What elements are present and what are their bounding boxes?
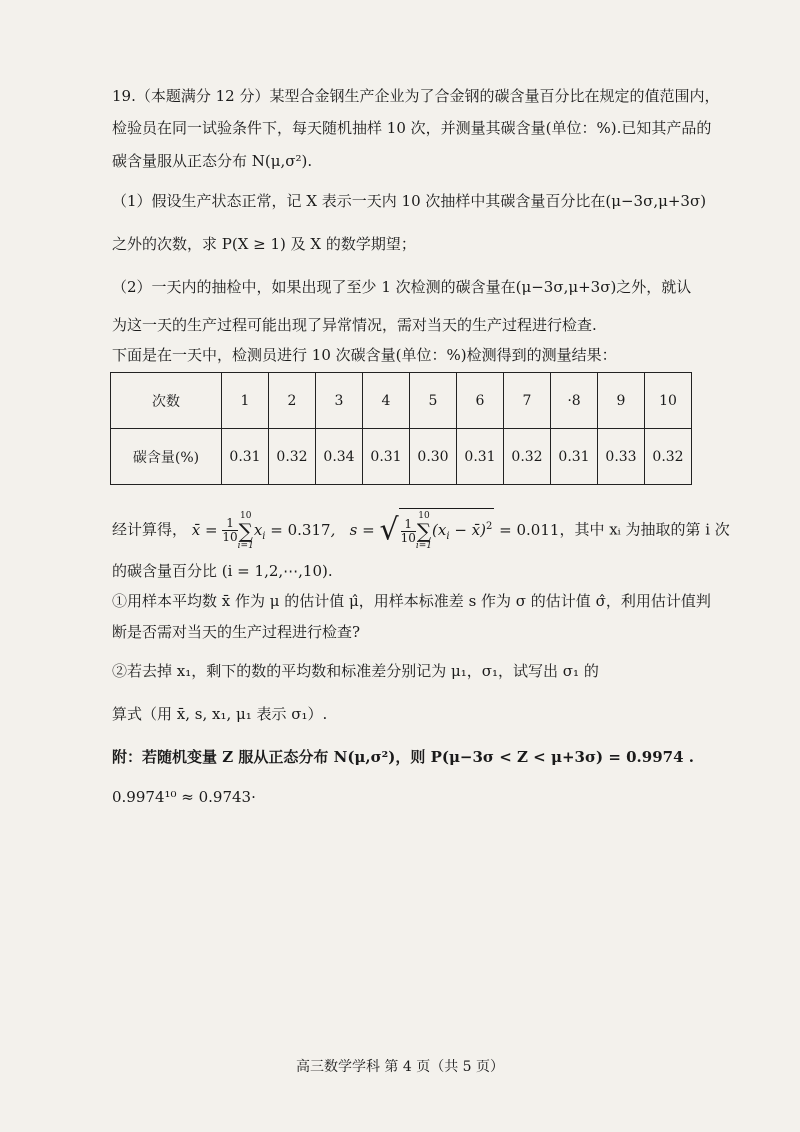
part2-line-2: 为这一天的生产过程可能出现了异常情况，需对当天的生产过程进行检查.: [112, 316, 597, 334]
part1-line-2: 之外的次数，求 P(X ≥ 1) 及 X 的数学期望；: [112, 235, 416, 253]
sd-formula: s = √ $\frac{1}{10}$ 10 ∑ i=1 ($x_i$ − x̄)$^2$ = 0.011: [350, 521, 560, 539]
problem-header: 19.（本题满分 12 分）某型合金钢生产企业为了合金钢的碳含量百分比在规定的值范围内，: [112, 87, 720, 105]
table-row-index: [111, 373, 692, 429]
sub1-line-2: 断是否需对当天的生产过程进行检查?: [112, 623, 361, 641]
table-cell: 0.31: [457, 429, 504, 485]
table-cell: 0.33: [598, 429, 645, 485]
part1-line-1: （1）假设生产状态正常，记 X 表示一天内 10 次抽样中其碳含量百分比在(μ−3σ,μ+3σ): [112, 192, 707, 210]
table-cell: 4: [363, 373, 410, 429]
sub2-line-1: ②若去掉 x₁，剩下的数的平均数和标准差分别记为 μ₁，σ₁，试写出 σ₁ 的: [112, 662, 599, 680]
part2-line-3: 下面是在一天中，检测员进行 10 次碳含量(单位：%)检测得到的测量结果：: [112, 346, 617, 364]
stats-line-2: 的碳含量百分比 (i = 1,2,⋯,10).: [112, 562, 333, 580]
table-cell: 7: [504, 373, 551, 429]
sd-value: 0.011: [516, 520, 560, 539]
mean-value: 0.317: [287, 520, 331, 539]
stats-formula-line: [112, 508, 730, 553]
measurement-table: [110, 372, 692, 485]
table-cell: 9: [598, 373, 645, 429]
sub2-line-2: 算式（用 x̄, s, x₁, μ₁ 表示 σ₁）.: [112, 705, 328, 723]
table-cell: 0.31: [551, 429, 598, 485]
appendix-line-1: 附：若随机变量 Z 服从正态分布 N(μ,σ²)，则 P(μ−3σ < Z < μ+3σ) = 0.9974 .: [112, 748, 694, 766]
table-cell: 5: [410, 373, 457, 429]
table-cell: 0.32: [645, 429, 692, 485]
row-label-carbon: 碳含量(%): [111, 429, 222, 485]
table-cell: ·8: [551, 373, 598, 429]
table-cell: 3: [316, 373, 363, 429]
table-cell: 0.34: [316, 429, 363, 485]
appendix-line-2: 0.9974¹⁰ ≈ 0.9743·: [112, 788, 256, 806]
part2-line-1: （2）一天内的抽检中，如果出现了至少 1 次检测的碳含量在(μ−3σ,μ+3σ)之外，就认: [112, 278, 692, 296]
table-cell: 0.31: [222, 429, 269, 485]
problem-line-3: 碳含量服从正态分布 N(μ,σ²).: [112, 152, 313, 170]
table-cell: 1: [222, 373, 269, 429]
row-label-count: 次数: [111, 373, 222, 429]
table-cell: 2: [269, 373, 316, 429]
sub1-line-1: ①用样本平均数 x̄ 作为 μ 的估计值 μ̂，用样本标准差 s 作为 σ 的估计值 σ̂，利用估计值判: [112, 592, 711, 610]
table-cell: 0.30: [410, 429, 457, 485]
table-row-values: [111, 429, 692, 485]
table-cell: 0.32: [269, 429, 316, 485]
stats-prefix: 经计算得，: [112, 520, 188, 539]
table-cell: 0.31: [363, 429, 410, 485]
page-footer: 高三数学学科 第 4 页（共 5 页）: [295, 1059, 505, 1075]
table-cell: 6: [457, 373, 504, 429]
table-cell: 10: [645, 373, 692, 429]
problem-line-2: 检验员在同一试验条件下，每天随机抽样 10 次，并测量其碳含量(单位：%).已知其产品的: [112, 119, 712, 137]
table-cell: 0.32: [504, 429, 551, 485]
stats-suffix: ，其中 xᵢ 为抽取的第 i 次: [559, 520, 730, 539]
mean-formula: x̄ = $\frac{1}{10}$ 10 ∑ i=1 $x_i = 0.317$,: [191, 510, 336, 551]
